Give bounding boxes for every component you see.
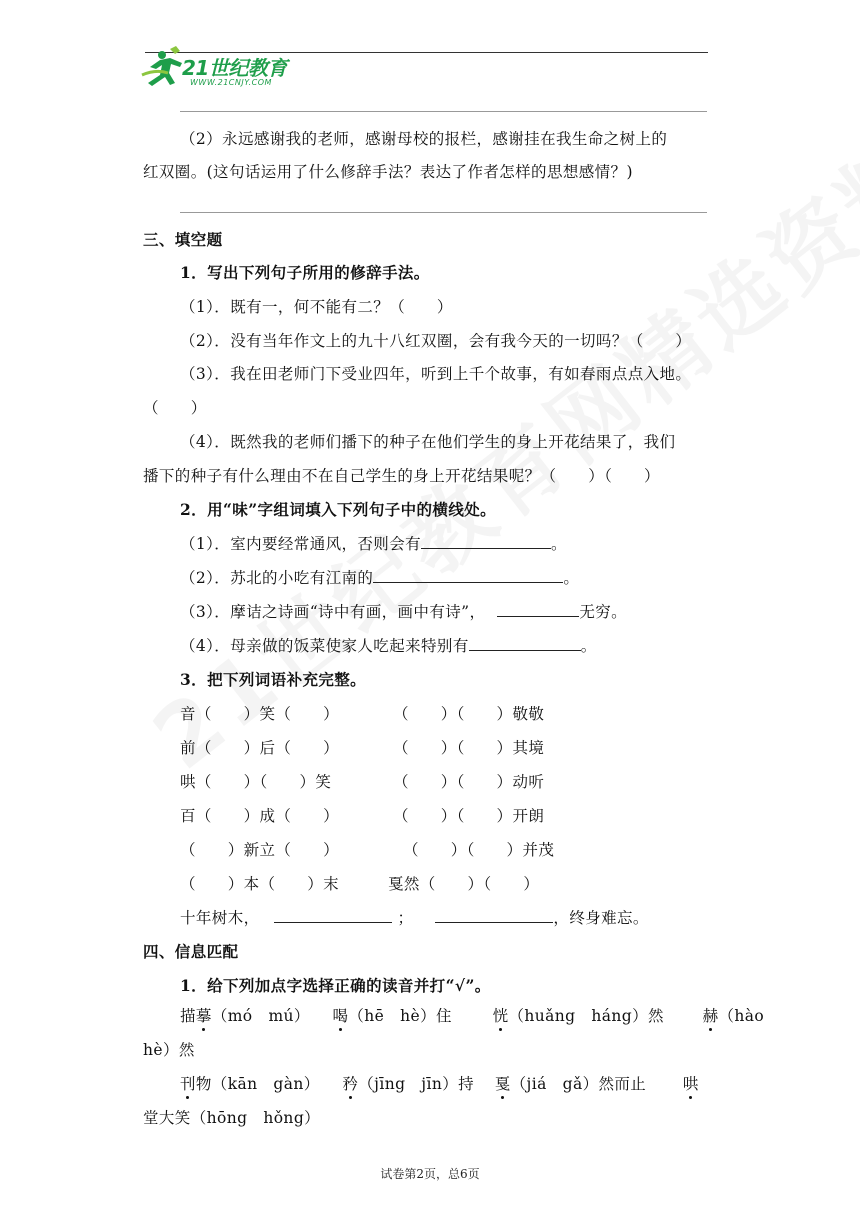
s3-q3-row4-right: （ ）（ ）开朗 [393, 807, 545, 825]
word-heran [703, 1007, 765, 1025]
s3-q1-item1: （1）．既有一，何不能有二？（ ） [180, 298, 453, 316]
q2-text-line1: （2）永远感谢我的老师，感谢母校的报栏，感谢挂在我生命之树上的 [180, 130, 668, 148]
s4-q1-prompt: 1．给下列加点字选择正确的读音并打“√”。 [180, 976, 491, 995]
s4-q1-line1 [180, 1006, 764, 1026]
word-miaomo-first: 描 [180, 1007, 196, 1025]
logo [140, 45, 310, 93]
s3-q2-prompt: 2．用“味”字组词填入下列句子中的横线处。 [180, 500, 497, 519]
header-bottom-rule [180, 111, 707, 112]
s3-q2-item3-end: 无穷。 [579, 603, 628, 621]
word-huangran [493, 1007, 664, 1025]
s3-q3-row3-left: 哄（ ）（ ）笑 [180, 773, 332, 791]
page-footer: 试卷第2页，总6页 [380, 1167, 480, 1181]
s4-q1-line2: hè）然 [143, 1041, 195, 1059]
s3-q2-item1-blank[interactable] [421, 534, 551, 549]
s3-q2-item1-text: （1）．室内要经常通风，否则会有 [180, 535, 422, 553]
dotted-char-jia: 戛 [494, 1075, 511, 1093]
s3-q3-proverb [180, 908, 649, 928]
proverb-semicolon: ； [397, 909, 414, 927]
s3-q3-row4-left: 百（ ）成（ ） [180, 807, 340, 825]
dotted-char-huang: 恍 [492, 1007, 509, 1025]
q2-text-line2: 红双圈。(这句话运用了什么修辞手法？表达了作者怎样的思想感情？) [143, 163, 633, 181]
s3-q1-item3-line1: （3）．我在田老师门下受业四年，听到上千个故事，有如春雨点点入地。 [180, 365, 692, 383]
s3-q3-row1-left: 音（ ）笑（ ） [180, 705, 340, 723]
s3-q2-item3 [180, 602, 627, 622]
s3-q3-row1-right: （ ）（ ）敬敬 [393, 705, 545, 723]
word-hezhu [332, 1007, 451, 1025]
pinyin-kan[interactable]: 物（kān gàn） [195, 1075, 320, 1093]
logo-text: 21世纪教育 [182, 56, 287, 80]
logo-url: WWW.21CNJY.COM [190, 78, 272, 87]
s4-q1-line3 [180, 1074, 699, 1094]
s3-q1-item4-line1: （4）．既然我的老师们播下的种子在他们学生的身上开花结果了，我们 [180, 433, 676, 451]
s3-q3-prompt: 3．把下列词语补充完整。 [180, 670, 367, 689]
s3-q3-row3-right: （ ）（ ）动听 [393, 773, 545, 791]
s3-q2-item4-blank[interactable] [469, 636, 581, 651]
word-kanwu [180, 1075, 320, 1093]
s3-q3-row5-left: （ ）新立（ ） [180, 841, 340, 859]
pinyin-he[interactable]: （hē hè）住 [348, 1007, 452, 1025]
word-miaomo [180, 1007, 310, 1025]
dotted-char-mo: 摹 [195, 1007, 212, 1025]
s3-q3-row2-right: （ ）（ ）其境 [393, 739, 545, 757]
s4-q1-line4: 堂大笑（hōng hǒng） [143, 1109, 321, 1127]
proverb-blank-2[interactable] [435, 908, 553, 923]
s3-q2-item2-blank[interactable] [373, 568, 563, 583]
s3-q2-item1-end: 。 [551, 535, 567, 553]
dotted-char-he: 喝 [332, 1007, 349, 1025]
section4-title: 四、信息匹配 [143, 942, 239, 961]
dotted-char-jin: 矜 [342, 1075, 359, 1093]
s3-q2-item3-blank[interactable] [497, 602, 579, 617]
s3-q2-item1 [180, 534, 567, 554]
s3-q3-row5-right: （ ）（ ）并茂 [403, 841, 555, 859]
s3-q2-item4-end: 。 [580, 637, 597, 655]
s3-q3-row6-left: （ ）本（ ）末 [180, 875, 340, 893]
pinyin-huang[interactable]: （huǎng háng）然 [508, 1007, 664, 1025]
s3-q2-item2 [180, 568, 579, 588]
s3-q1-item3-line2: （ ） [143, 399, 207, 417]
dotted-char-hong: 哄 [682, 1075, 699, 1093]
section3-title: 三、填空题 [143, 230, 223, 249]
s3-q1-item4-line2: 播下的种子有什么理由不在自己学生的身上开花结果呢？（ ）（ ） [143, 467, 660, 485]
s3-q1-item2: （2）．没有当年作文上的九十八红双圈，会有我今天的一切吗？（ ） [180, 332, 692, 350]
proverb-blank-1[interactable] [274, 908, 392, 923]
q2-answer-line[interactable] [180, 212, 707, 213]
dotted-char-kan: 刊 [180, 1075, 196, 1093]
dotted-char-hao: 赫 [702, 1007, 719, 1025]
word-jinchi [342, 1075, 474, 1093]
pinyin-hao[interactable]: （hào [718, 1007, 765, 1025]
proverb-start: 十年树木， [180, 909, 260, 927]
s3-q1-prompt: 1．写出下列句子所用的修辞手法。 [180, 263, 430, 282]
s3-q2-item2-text: （2）．苏北的小吃有江南的 [180, 569, 374, 587]
s3-q2-item3-text: （3）．摩诘之诗画“诗中有画，画中有诗”， [180, 603, 486, 621]
word-jiaran [495, 1075, 646, 1093]
s3-q3-row2-left: 前（ ）后（ ） [180, 739, 340, 757]
s3-q2-item4-text: （4）．母亲做的饭菜使家人吃起来特别有 [180, 637, 469, 655]
s3-q3-row6-right: 戛然（ ）（ ） [388, 875, 540, 893]
proverb-end: ，终身难忘。 [553, 909, 649, 927]
s3-q2-item2-end: 。 [563, 569, 580, 587]
pinyin-mo[interactable]: （mó mú） [211, 1007, 310, 1025]
pinyin-jin[interactable]: （jīng jīn）持 [358, 1075, 475, 1093]
s3-q2-item4 [180, 636, 597, 656]
pinyin-jia[interactable]: （jiá gǎ）然而止 [510, 1075, 647, 1093]
